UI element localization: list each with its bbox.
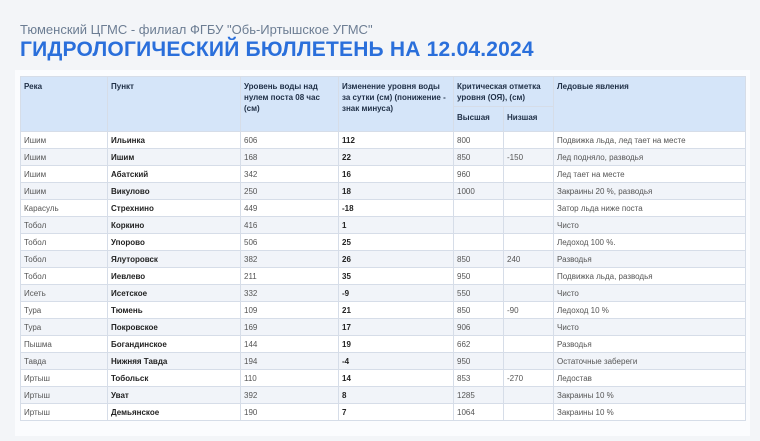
table-body <box>21 132 746 421</box>
cell-ice: Чисто <box>554 285 746 302</box>
table-row <box>21 234 746 251</box>
cell-ice: Закраины 10 % <box>554 387 746 404</box>
cell-change: 7 <box>339 404 454 421</box>
cell-level: 506 <box>241 234 339 251</box>
cell-ice: Чисто <box>554 217 746 234</box>
cell-river: Ишим <box>21 166 108 183</box>
cell-point: Нижняя Тавда <box>108 353 241 370</box>
cell-critical-high: 950 <box>454 268 504 285</box>
cell-change: 35 <box>339 268 454 285</box>
cell-ice: Ледоход 10 % <box>554 302 746 319</box>
cell-river: Карасуль <box>21 200 108 217</box>
cell-river: Тобол <box>21 217 108 234</box>
cell-critical-high: 1285 <box>454 387 504 404</box>
table-row <box>21 336 746 353</box>
header-level: Уровень воды над нулем поста 08 час (см) <box>241 77 339 132</box>
cell-critical-low <box>504 200 554 217</box>
cell-critical-low <box>504 353 554 370</box>
cell-level: 168 <box>241 149 339 166</box>
cell-change: 21 <box>339 302 454 319</box>
table-row <box>21 285 746 302</box>
cell-point: Иевлево <box>108 268 241 285</box>
cell-point: Викулово <box>108 183 241 200</box>
cell-critical-low <box>504 319 554 336</box>
cell-level: 211 <box>241 268 339 285</box>
table-row <box>21 132 746 149</box>
cell-level: 110 <box>241 370 339 387</box>
organization-subtitle: Тюменский ЦГМС - филиал ФГБУ "Обь-Иртышское УГМС" <box>20 22 373 37</box>
cell-river: Иртыш <box>21 404 108 421</box>
header-critical: Критическая отметка уровня (ОЯ), (см) <box>454 77 554 107</box>
cell-change: 26 <box>339 251 454 268</box>
cell-critical-low <box>504 234 554 251</box>
cell-critical-low <box>504 387 554 404</box>
cell-point: Ильинка <box>108 132 241 149</box>
cell-point: Упорово <box>108 234 241 251</box>
cell-ice: Подвижка льда, лед тает на месте <box>554 132 746 149</box>
cell-ice: Закраины 10 % <box>554 404 746 421</box>
cell-critical-high: 550 <box>454 285 504 302</box>
cell-point: Тобольск <box>108 370 241 387</box>
cell-level: 250 <box>241 183 339 200</box>
table-row <box>21 370 746 387</box>
cell-critical-low: -150 <box>504 149 554 166</box>
header-point: Пункт <box>108 77 241 132</box>
cell-river: Ишим <box>21 149 108 166</box>
cell-ice: Затор льда ниже поста <box>554 200 746 217</box>
cell-river: Тобол <box>21 251 108 268</box>
cell-river: Пышма <box>21 336 108 353</box>
table-row <box>21 268 746 285</box>
cell-river: Иртыш <box>21 370 108 387</box>
cell-change: -4 <box>339 353 454 370</box>
cell-critical-low <box>504 183 554 200</box>
page-title: ГИДРОЛОГИЧЕСКИЙ БЮЛЛЕТЕНЬ НА 12.04.2024 <box>20 38 534 61</box>
cell-point: Ишим <box>108 149 241 166</box>
cell-ice: Лед тает на месте <box>554 166 746 183</box>
cell-level: 606 <box>241 132 339 149</box>
cell-river: Исеть <box>21 285 108 302</box>
table-row <box>21 149 746 166</box>
cell-point: Коркино <box>108 217 241 234</box>
cell-change: 16 <box>339 166 454 183</box>
cell-ice: Остаточные забереги <box>554 353 746 370</box>
cell-river: Тобол <box>21 234 108 251</box>
cell-ice: Подвижка льда, разводья <box>554 268 746 285</box>
cell-critical-low <box>504 404 554 421</box>
cell-critical-low <box>504 132 554 149</box>
cell-critical-high: 853 <box>454 370 504 387</box>
cell-level: 342 <box>241 166 339 183</box>
cell-change: 25 <box>339 234 454 251</box>
cell-point: Уват <box>108 387 241 404</box>
cell-change: 8 <box>339 387 454 404</box>
cell-level: 109 <box>241 302 339 319</box>
header-river: Река <box>21 77 108 132</box>
cell-point: Богандинское <box>108 336 241 353</box>
cell-level: 382 <box>241 251 339 268</box>
cell-river: Тура <box>21 319 108 336</box>
table-row <box>21 387 746 404</box>
cell-critical-high: 850 <box>454 302 504 319</box>
table-row <box>21 353 746 370</box>
table-row <box>21 251 746 268</box>
cell-river: Иртыш <box>21 387 108 404</box>
cell-point: Тюмень <box>108 302 241 319</box>
cell-critical-low <box>504 166 554 183</box>
cell-critical-high: 950 <box>454 353 504 370</box>
table-row <box>21 404 746 421</box>
cell-river: Тавда <box>21 353 108 370</box>
cell-level: 392 <box>241 387 339 404</box>
cell-change: 112 <box>339 132 454 149</box>
cell-critical-low <box>504 285 554 302</box>
cell-critical-low: 240 <box>504 251 554 268</box>
cell-change: -9 <box>339 285 454 302</box>
header-critical-high: Высшая <box>454 107 504 132</box>
table-row <box>21 302 746 319</box>
cell-change: 1 <box>339 217 454 234</box>
table-row <box>21 319 746 336</box>
cell-critical-high: 1064 <box>454 404 504 421</box>
cell-critical-high <box>454 234 504 251</box>
cell-point: Ялуторовск <box>108 251 241 268</box>
cell-point: Исетское <box>108 285 241 302</box>
header-ice: Ледовые явления <box>554 77 746 132</box>
cell-ice: Лед подняло, разводья <box>554 149 746 166</box>
cell-ice: Разводья <box>554 336 746 353</box>
cell-level: 190 <box>241 404 339 421</box>
cell-critical-high <box>454 217 504 234</box>
cell-critical-high <box>454 200 504 217</box>
cell-level: 449 <box>241 200 339 217</box>
cell-ice: Закраины 20 %, разводья <box>554 183 746 200</box>
cell-ice: Ледостав <box>554 370 746 387</box>
cell-change: 18 <box>339 183 454 200</box>
cell-critical-low <box>504 268 554 285</box>
cell-critical-low <box>504 217 554 234</box>
bulletin-table <box>20 76 746 421</box>
cell-change: 17 <box>339 319 454 336</box>
cell-river: Ишим <box>21 183 108 200</box>
header-critical-low: Низшая <box>504 107 554 132</box>
cell-point: Абатский <box>108 166 241 183</box>
table-row <box>21 217 746 234</box>
cell-point: Демьянское <box>108 404 241 421</box>
cell-level: 144 <box>241 336 339 353</box>
cell-critical-high: 800 <box>454 132 504 149</box>
cell-critical-low: -90 <box>504 302 554 319</box>
cell-critical-high: 906 <box>454 319 504 336</box>
table-row <box>21 183 746 200</box>
cell-level: 332 <box>241 285 339 302</box>
cell-point: Покровское <box>108 319 241 336</box>
cell-critical-high: 850 <box>454 149 504 166</box>
cell-river: Тура <box>21 302 108 319</box>
cell-change: 22 <box>339 149 454 166</box>
cell-level: 169 <box>241 319 339 336</box>
cell-ice: Разводья <box>554 251 746 268</box>
cell-ice: Ледоход 100 %. <box>554 234 746 251</box>
cell-critical-high: 662 <box>454 336 504 353</box>
cell-level: 416 <box>241 217 339 234</box>
cell-change: 19 <box>339 336 454 353</box>
cell-critical-low: -270 <box>504 370 554 387</box>
cell-level: 194 <box>241 353 339 370</box>
cell-critical-low <box>504 336 554 353</box>
table-row <box>21 166 746 183</box>
cell-river: Тобол <box>21 268 108 285</box>
header-change: Изменение уровня воды за сутки (см) (понижение - знак минуса) <box>339 77 454 132</box>
table-row <box>21 200 746 217</box>
cell-point: Стрехнино <box>108 200 241 217</box>
cell-critical-high: 850 <box>454 251 504 268</box>
cell-critical-high: 960 <box>454 166 504 183</box>
cell-change: 14 <box>339 370 454 387</box>
cell-ice: Чисто <box>554 319 746 336</box>
cell-change: -18 <box>339 200 454 217</box>
cell-river: Ишим <box>21 132 108 149</box>
cell-critical-high: 1000 <box>454 183 504 200</box>
